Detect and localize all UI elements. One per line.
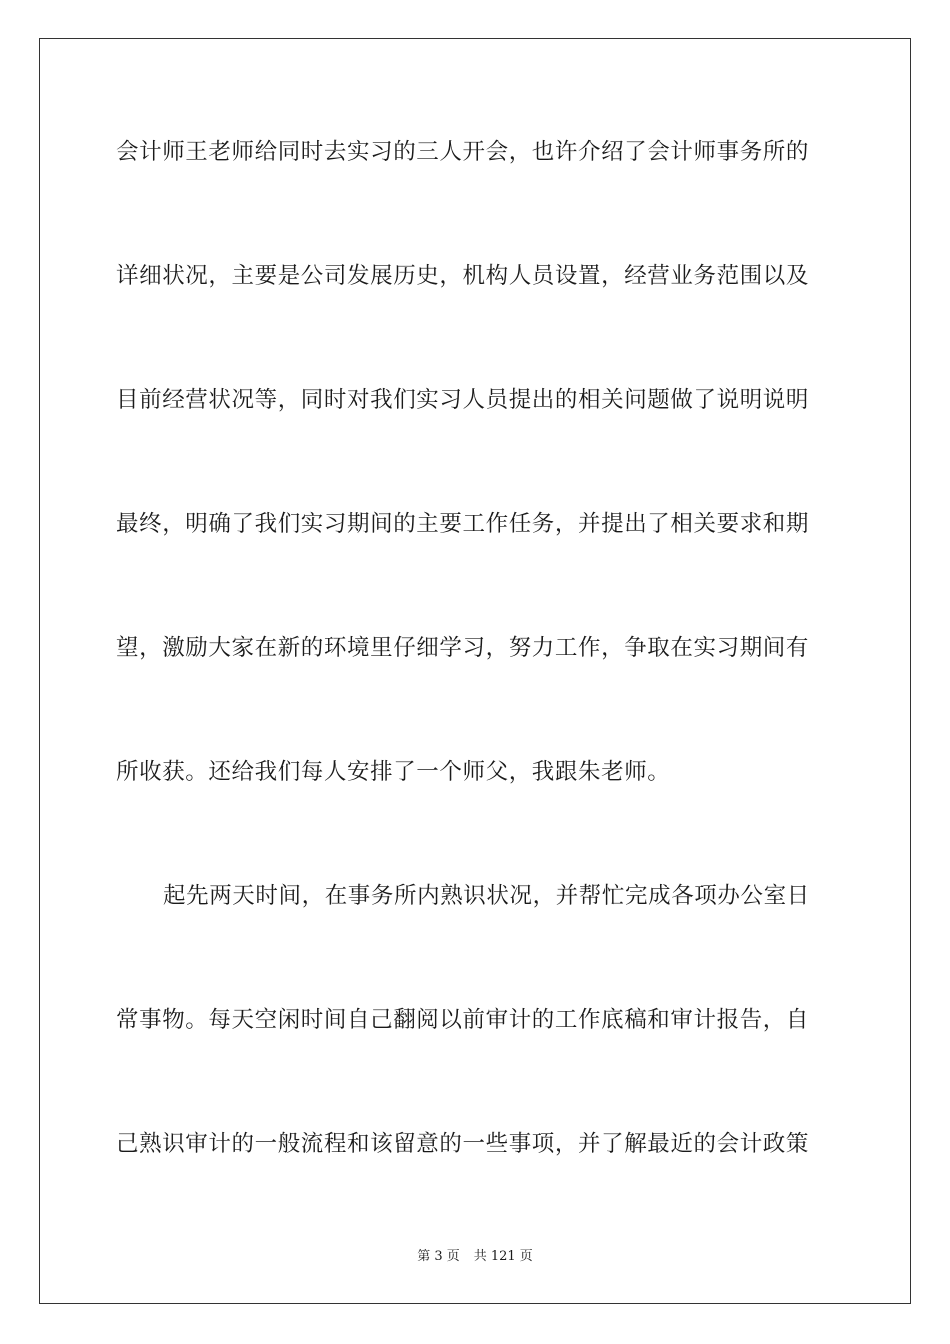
total-pages: 共 121 页 <box>473 1249 533 1264</box>
paragraph-line-2: 详细状况，主要是公司发展历史，机构人员设置，经营业务范围以及 <box>116 263 810 289</box>
paragraph-line-3: 目前经营状况等，同时对我们实习人员提出的相关问题做了说明说明 <box>116 387 810 413</box>
page-border <box>39 38 911 1304</box>
paragraph-line-4: 最终，明确了我们实习期间的主要工作任务，并提出了相关要求和期 <box>116 511 810 537</box>
paragraph-line-1: 会计师王老师给同时去实习的三人开会，也许介绍了会计师事务所的 <box>116 139 810 165</box>
paragraph-line-8: 常事物。每天空闲时间自己翻阅以前审计的工作底稿和审计报告，自 <box>116 1007 810 1033</box>
paragraph-line-9: 己熟识审计的一般流程和该留意的一些事项，并了解最近的会计政策 <box>116 1131 810 1157</box>
page-number: 第 3 页 <box>417 1249 460 1264</box>
page-footer <box>0 1248 950 1266</box>
paragraph-line-7: 起先两天时间，在事务所内熟识状况，并帮忙完成各项办公室日 <box>163 883 810 909</box>
paragraph-line-5: 望，激励大家在新的环境里仔细学习，努力工作，争取在实习期间有 <box>116 635 810 661</box>
paragraph-line-6: 所收获。还给我们每人安排了一个师父，我跟朱老师。 <box>116 759 671 785</box>
